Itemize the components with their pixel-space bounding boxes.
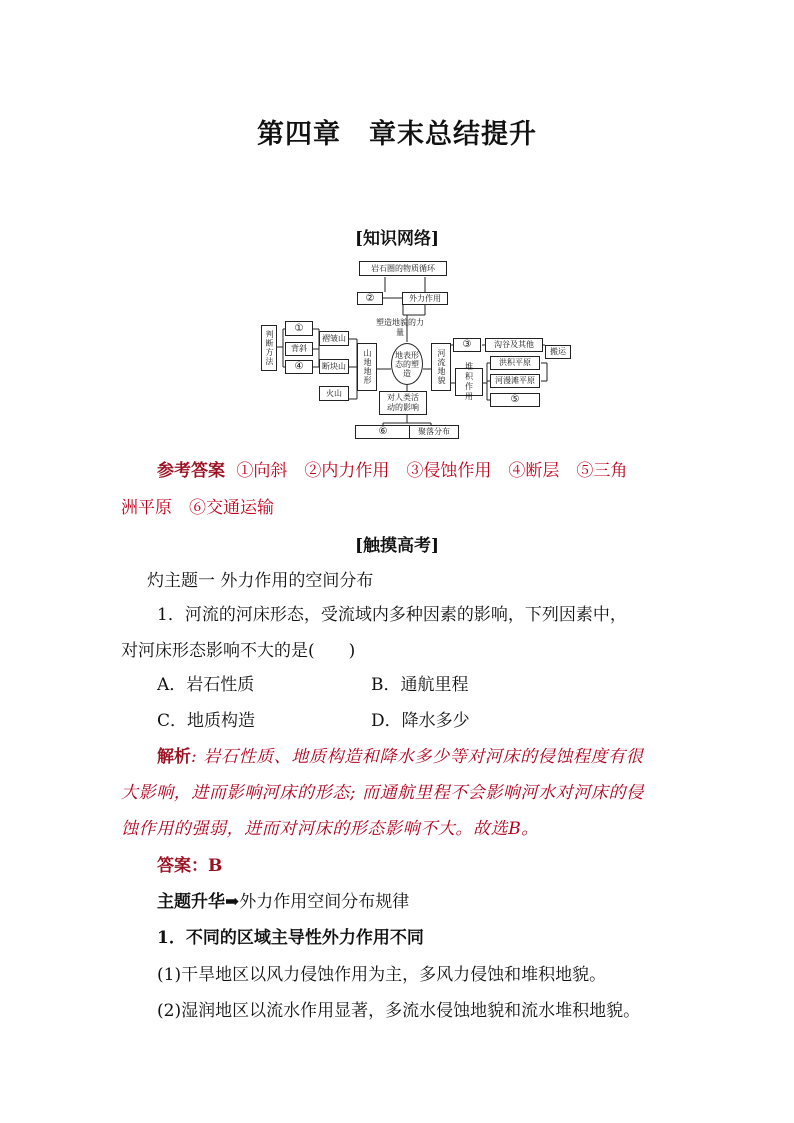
box-blank-5: ⑤ [490, 393, 540, 407]
question-line1: 1．河流的河床形态，受流域内多种因素的影响，下列因素中， [157, 605, 627, 625]
box-river-landform: 河流地貌 [431, 343, 451, 391]
box-blank-1: ① [285, 321, 313, 336]
option-c: C．地质构造 [157, 711, 256, 731]
box-settlement: 聚落分布 [409, 425, 459, 439]
answer-line [157, 851, 222, 876]
box-external-force: 外力作用 [402, 292, 448, 305]
question-line2: 对河床形态影响不大的是( ) [121, 641, 356, 661]
upgrade-title: 外力作用空间分布规律 [239, 892, 410, 912]
box-alluvial-fan: 洪积平原 [490, 356, 540, 370]
box-volcano: 火山 [319, 386, 349, 401]
box-deposition: 堆积作用 [455, 368, 483, 396]
knowledge-diagram [255, 255, 585, 441]
box-blank-3: ③ [453, 338, 481, 352]
answer-ref-line1 [157, 456, 627, 481]
answer-label: 答案： [157, 856, 208, 876]
box-valley: 沟谷及其他 [485, 338, 543, 352]
box-anticline: 背斜 [285, 342, 313, 356]
upgrade-heading [157, 887, 409, 912]
box-fold-mountain: 褶皱山 [319, 331, 349, 346]
option-d: D．降水多少 [371, 711, 470, 731]
section-knowledge-network: [知识网络] [354, 229, 440, 249]
box-rock-cycle: 岩石圈的物质循环 [359, 261, 447, 276]
answer-ref-text1: ①向斜 ②内力作用 ③侵蚀作用 ④断层 ⑤三角 [236, 461, 628, 481]
topic1-heading: 灼主题一 外力作用的空间分布 [147, 571, 374, 591]
upgrade-label: 主题升华 [157, 892, 225, 912]
answer-ref-line2: 洲平原 ⑥交通运输 [121, 498, 274, 518]
analysis-line2: 大影响，进而影响河床的形态; 而通航里程不会影响河水对河床的侵 [121, 783, 644, 803]
box-blank-4: ④ [285, 360, 313, 374]
upgrade-item2: (2)湿润地区以流水作用显著，多流水侵蚀地貌和流水堆积地貌。 [157, 1001, 641, 1021]
box-judge-method: 判断方法 [261, 325, 277, 371]
analysis-line3: 蚀作用的强弱，进而对河床的形态影响不大。故选B。 [121, 819, 539, 839]
answer-ref-label: 参考答案 [157, 461, 225, 481]
section-gaokao: [触摸高考] [354, 536, 440, 556]
box-transport: 搬运 [545, 345, 571, 359]
analysis-text1: : 岩石性质、地质构造和降水多少等对河床的侵蚀程度有很 [191, 747, 644, 767]
upgrade-point1: 1．不同的区域主导性外力作用不同 [157, 928, 424, 948]
center-node: 地表形态的塑造 [391, 343, 423, 385]
box-mountain-landform: 山地地形 [357, 343, 377, 391]
box-blank-6: ⑥ [355, 425, 411, 439]
arrow-icon: ➡ [225, 892, 240, 912]
upgrade-item1: (1)干旱地区以风力侵蚀作用为主，多风力侵蚀和堆积地貌。 [157, 965, 607, 985]
label-shaping-force: 塑造地貌的力量 [376, 317, 424, 337]
analysis-label: 解析 [157, 747, 191, 767]
answer-value: B [208, 856, 223, 876]
page-title: 第四章 章末总结提升 [257, 119, 537, 150]
option-a: A．岩石性质 [157, 675, 255, 695]
box-blank-2: ② [357, 292, 383, 305]
box-fault-block: 断块山 [319, 359, 349, 374]
box-human-impact: 对人类活动的影响 [379, 391, 427, 415]
box-floodplain: 河漫滩平原 [490, 374, 540, 388]
analysis-line1 [157, 742, 643, 767]
option-b: B．通航里程 [371, 675, 469, 695]
